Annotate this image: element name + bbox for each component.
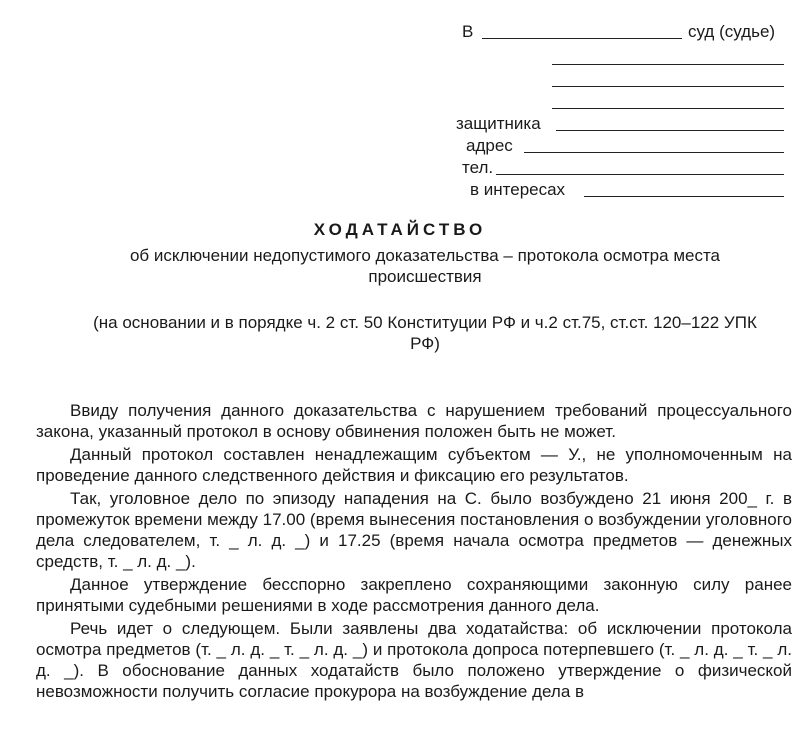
address-blank <box>524 152 784 153</box>
court-prefix: В <box>462 22 474 41</box>
blank-line-1 <box>552 64 784 65</box>
document-body <box>36 400 792 704</box>
interests-blank <box>584 196 784 197</box>
body-paragraph: Данное утверждение бесспорно закреплено сохраняющими законную силу ранее принятыми судебными решениями в ходе рассмотрения данного дела. <box>36 575 792 615</box>
blank-line-2 <box>552 86 784 87</box>
body-paragraph: Данный протокол составлен ненадлежащим субъектом — У., не уполномоченным на проведение данного следственного действия и фиксацию его результатов. <box>36 445 792 485</box>
court-suffix: суд (судье) <box>688 22 776 41</box>
legal-basis: (на основании и в порядке ч. 2 ст. 50 Конституции РФ и ч.2 ст.75, ст.ст. 120–122 УПК РФ) <box>93 313 757 353</box>
phone-label: тел. <box>462 158 494 177</box>
defender-blank <box>556 130 784 131</box>
body-paragraph: Речь идет о следующем. Были заявлены два ходатайства: об исключении протокола осмотра предметов (т. _ л. д. _ т. _ л. д. _) и протокола допроса потерпевшего (т. _ л. д. _ т. _ л. д. _). В обоснование данных ходатайств было положено утверждение о физической невозможности получить согласие прокурора на возбуждение дела в <box>36 619 792 701</box>
body-paragraph: Ввиду получения данного доказательства с нарушением требований процессуального закона, указанный протокол в основу обвинения положен быть не может. <box>36 401 792 441</box>
court-name-blank <box>482 38 682 39</box>
interests-label: в интересах <box>470 180 566 199</box>
body-paragraph: Так, уголовное дело по эпизоду нападения на С. было возбуждено 21 июня 200_ г. в промежуток времени между 17.00 (время вынесения постановления о возбуждении уголовного дела следователем, т. _ л. д. _) и 17.25 (время начала осмотра предметов — денежных средств, т. _ л. д. _). <box>36 489 792 571</box>
blank-line-3 <box>552 108 784 109</box>
address-label: адрес <box>466 136 513 155</box>
phone-blank <box>496 174 784 175</box>
defender-label: защитника <box>456 114 541 133</box>
document-subtitle: об исключении недопустимого доказательства – протокола осмотра места происшествия <box>129 246 721 286</box>
document-title: ХОДАТАЙСТВО <box>313 220 487 239</box>
